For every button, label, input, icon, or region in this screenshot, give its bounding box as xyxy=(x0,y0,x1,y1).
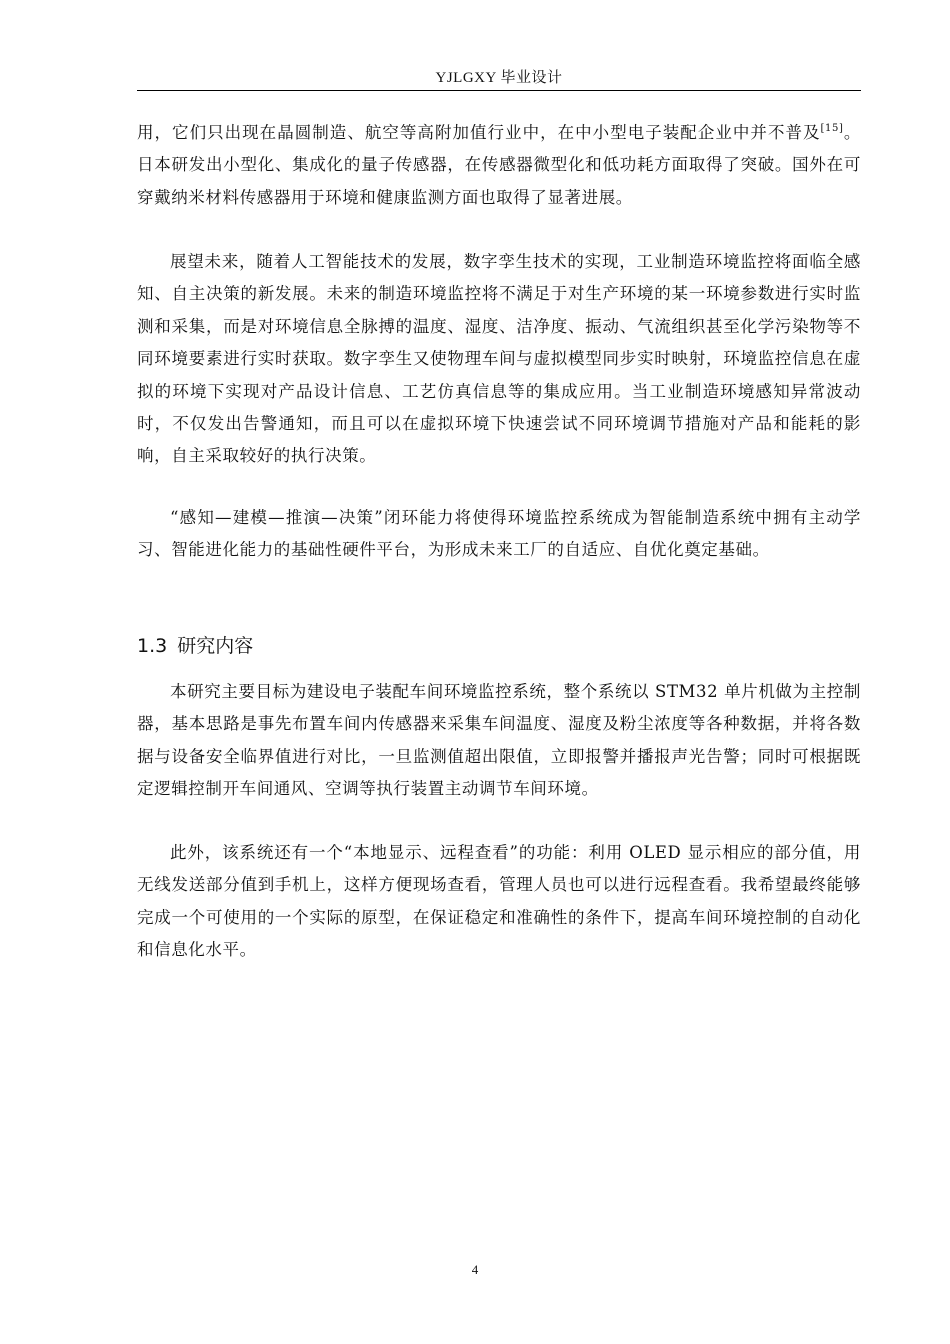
paragraph-text: 。日本研发出小型化、集成化的量子传感器，在传感器微型化和低功耗方面取得了突破。国外在可穿戴纳米材料传感器用于环境和健康监测方面也取得了显著进展。 xyxy=(137,123,861,207)
section-heading xyxy=(137,632,861,660)
section-number: 1.3 xyxy=(137,635,168,657)
page-number: 4 xyxy=(471,1262,479,1277)
paragraph-local-remote: 此外，该系统还有一个“本地显示、远程查看”的功能：利用 OLED 显示相应的部分值，用无线发送部分值到手机上，这样方便现场查看，管理人员也可以进行远程查看。我希望最终能够完成一个可使用的一个实际的原型，在保证稳定和准确性的条件下，提高车间环境控制的自动化和信息化水平。 xyxy=(137,843,861,960)
paragraph-future-outlook: 展望未来，随着人工智能技术的发展，数字孪生技术的实现，工业制造环境监控将面临全感知、自主决策的新发展。未来的制造环境监控将不满足于对生产环境的某一环境参数进行实时监测和采集，而是对环境信息全脉搏的温度、湿度、洁净度、振动、气流组织甚至化学污染物等不同环境要素进行实时获取。数字孪生又使物理车间与虚拟模型同步实时映射，环境监控信息在虚拟的环境下实现对产品设计信息、工艺仿真信息等的集成应用。当工业制造环境感知异常波动时，不仅发出告警通知，而且可以在虚拟环境下快速尝试不同环境调节措施对产品和能耗的影响，自主采取较好的执行决策。 xyxy=(137,252,861,466)
header-divider xyxy=(137,90,861,91)
paragraph-text: 用，它们只出现在晶圆制造、航空等高附加值行业中，在中小型电子装配企业中并不普及 xyxy=(137,123,821,142)
paragraph-closed-loop: “感知—建模—推演—决策”闭环能力将使得环境监控系统成为智能制造系统中拥有主动学习、智能进化能力的基础性硬件平台，为形成未来工厂的自适应、自优化奠定基础。 xyxy=(137,508,861,560)
paragraph-overseas-progress xyxy=(137,117,861,214)
citation-reference: [15] xyxy=(820,123,844,134)
section-title: 研究内容 xyxy=(177,635,254,657)
page-header: YJLGXY 毕业设计 xyxy=(435,70,563,86)
paragraph-research-goal: 本研究主要目标为建设电子装配车间环境监控系统，整个系统以 STM32 单片机做为主控制器，基本思路是事先布置车间内传感器来采集车间温度、湿度及粉尘浓度等各种数据，并将各数据与设备安全临界值进行对比，一旦监测值超出限值，立即报警并播报声光告警；同时可根据既定逻辑控制开车间通风、空调等执行装置主动调节车间环境。 xyxy=(137,682,861,799)
